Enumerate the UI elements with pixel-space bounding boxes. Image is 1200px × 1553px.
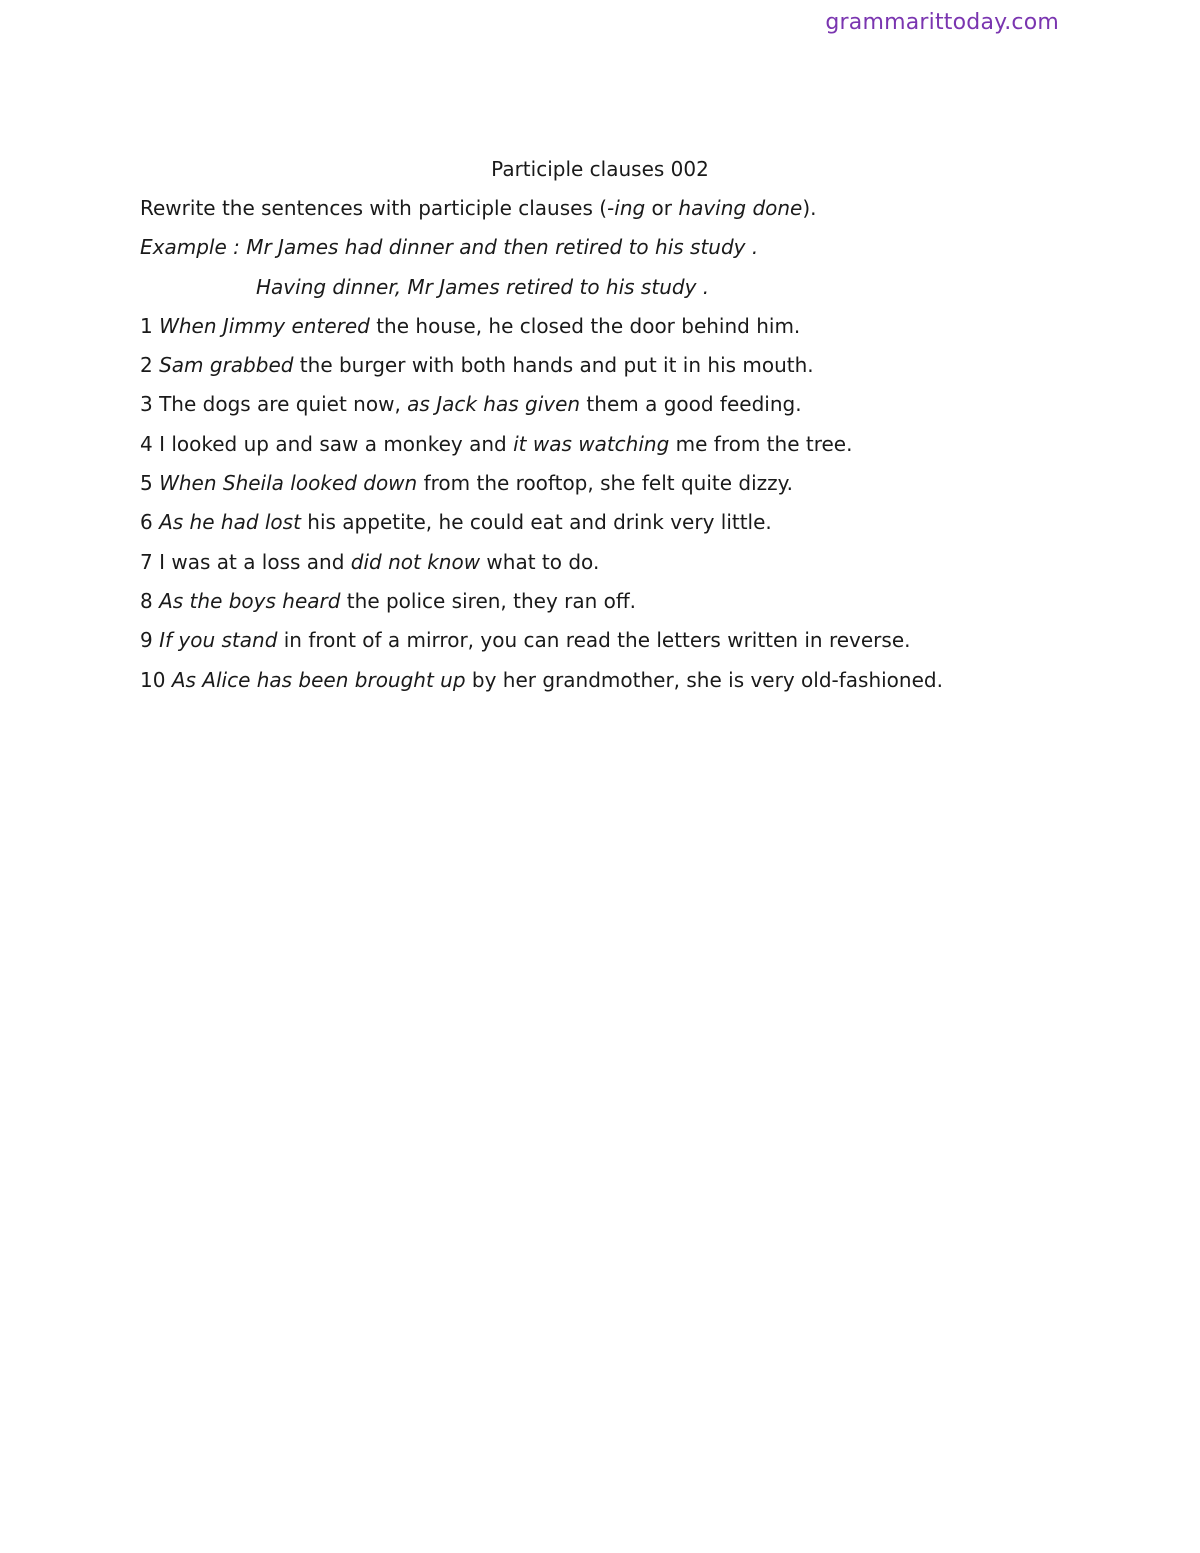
exercise-item	[140, 621, 1060, 660]
item-italic: as Jack has given	[407, 392, 581, 417]
item-rest: in front of a mirror, you can read the letters written in reverse.	[277, 628, 911, 653]
exercise-item	[140, 464, 1060, 503]
exercise-item	[140, 661, 1060, 700]
instruction-or: or	[645, 196, 679, 220]
item-italic: When Sheila looked down	[159, 471, 418, 496]
instruction-having-done: having done	[678, 196, 803, 220]
exercise-list	[140, 307, 1060, 700]
item-rest: the house, he closed the door behind him.	[369, 313, 801, 338]
worksheet-title: Participle clauses 002	[491, 157, 709, 181]
example-answer: Having dinner, Mr James retired to his study .	[256, 274, 710, 299]
item-italic: As the boys heard	[159, 588, 341, 613]
item-italic: When Jimmy entered	[159, 313, 370, 338]
item-number: 4	[140, 431, 160, 456]
item-number: 3	[140, 392, 160, 417]
item-number: 1	[140, 313, 160, 338]
example-prompt: Example : Mr James had dinner and then retired to his study .	[140, 235, 759, 260]
item-italic: As he had lost	[159, 510, 301, 535]
item-rest: me from the tree.	[669, 431, 853, 456]
item-number: 5	[140, 471, 160, 496]
item-number: 8	[140, 588, 160, 613]
exercise-item	[140, 543, 1060, 582]
item-number: 9	[140, 628, 160, 653]
instruction-line	[140, 189, 1060, 228]
item-italic: If you stand	[159, 628, 278, 653]
exercise-item	[140, 582, 1060, 621]
item-rest: his appetite, he could eat and drink very little.	[300, 510, 772, 535]
item-number: 2	[140, 353, 160, 378]
item-pre: The dogs are quiet now,	[159, 392, 408, 417]
site-url-header[interactable]: grammarittoday.com	[825, 10, 1059, 35]
item-number: 6	[140, 510, 160, 535]
exercise-item	[140, 307, 1060, 346]
item-italic: Sam grabbed	[159, 353, 294, 378]
item-rest: from the rooftop, she felt quite dizzy.	[417, 471, 793, 496]
item-italic: As Alice has been brought up	[171, 667, 466, 692]
item-number: 10	[140, 667, 172, 692]
item-rest: the burger with both hands and put it in his mouth.	[293, 353, 814, 378]
worksheet	[140, 150, 1060, 700]
exercise-item	[140, 346, 1060, 385]
instruction-text: Rewrite the sentences with participle clauses (	[140, 196, 608, 220]
item-rest: the police siren, they ran off.	[340, 588, 637, 613]
item-pre: I looked up and saw a monkey and	[159, 431, 514, 456]
exercise-item	[140, 385, 1060, 424]
instruction-end: ).	[802, 196, 817, 220]
item-italic: it was watching	[513, 431, 670, 456]
instruction-ing: -ing	[607, 196, 646, 220]
item-rest: them a good feeding.	[580, 392, 802, 417]
item-rest: by her grandmother, she is very old-fashioned.	[465, 667, 943, 692]
exercise-item	[140, 503, 1060, 542]
item-pre: I was at a loss and	[159, 549, 351, 574]
item-number: 7	[140, 549, 160, 574]
item-rest: what to do.	[480, 549, 600, 574]
exercise-item	[140, 425, 1060, 464]
item-italic: did not know	[350, 549, 481, 574]
